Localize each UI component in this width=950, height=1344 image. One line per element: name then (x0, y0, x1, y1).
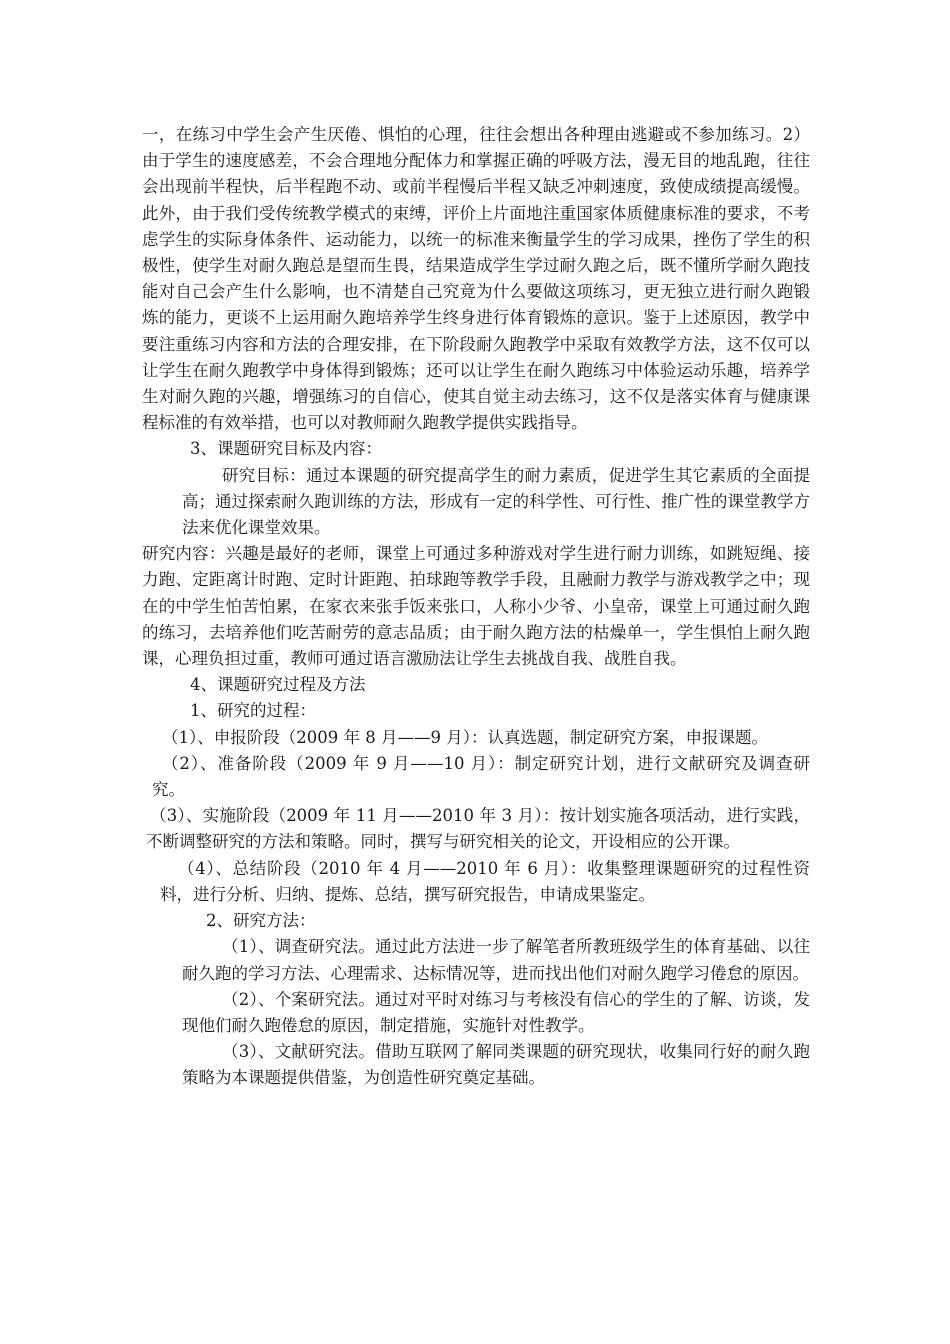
stage-2-item: （2）、准备阶段（2009 年 9 月——10 月）：制定研究计划，进行文献研究及调查研究。 (152, 753, 810, 800)
stage-4-item: （4）、总结阶段（2010 年 4 月——2010 年 6 月）：收集整理课题研究的过程性资料，进行分析、归纳、提炼、总结，撰写研究报告，申请成果鉴定。 (160, 858, 810, 904)
section-4-heading: 4、课题研究过程及方法 (190, 675, 366, 695)
research-goal-paragraph: 研究目标：通过本课题的研究提高学生的耐力素质，促进学生其它素质的全面提高；通过探索耐久跑训练的方法，形成有一定的科学性、可行性、推广性的课堂教学方法来优化课堂效果。 (182, 465, 810, 538)
stage-1-item: （1）、申报阶段（2009 年 8 月——9 月）：认真选题，制定研究方案，申报课题。 (162, 727, 768, 747)
research-process-heading: 1、研究的过程： (190, 701, 316, 721)
research-methods-heading: 2、研究方法： (206, 911, 316, 931)
method-3-item: （3）、文献研究法。借助互联网了解同类课题的研究现状，收集同行好的耐久跑策略为本课题提供借鉴，为创造性研究奠定基础。 (182, 1042, 810, 1088)
intro-paragraph: 一，在练习中学生会产生厌倦、惧怕的心理，往往会想出各种理由逃避或不参加练习。2）由于学生的速度感差，不会合理地分配体力和掌握正确的呼吸方法，漫无目的地乱跑，往往会出现前半程快，后半程跑不动、或前半程慢后半程又缺乏冲刺速度，致使成绩提高缓慢。此外，由于我们受传统教学模式的束缚，评价上片面地注重国家体质健康标准的要求，不考虑学生的实际身体条件、运动能力，以统一的标准来衡量学生的学习成果，挫伤了学生的积极性，使学生对耐久跑总是望而生畏，结果造成学生学过耐久跑之后，既不懂所学耐久跑技能对自己会产生什么影响，也不清楚自己究竟为什么要做这项练习，更无独立进行耐久跑锻炼的能力，更谈不上运用耐久跑培养学生终身进行体育锻炼的意识。鉴于上述原因，教学中要注重练习内容和方法的合理安排，在下阶段耐久跑教学中采取有效教学方法，这不仅可以让学生在耐久跑教学中身体得到锻炼；还可以让学生在耐久跑练习中体验运动乐趣，培养学生对耐久跑的兴趣，增强练习的自信心，使其自觉主动去练习，这不仅是落实体育与健康课程标准的有效举措，也可以对教师耐久跑教学提供实践指导。 (142, 125, 810, 433)
research-content-paragraph: 研究内容：兴趣是最好的老师，课堂上可通过多种游戏对学生进行耐力训练，如跳短绳、接力跑、定距离计时跑、定时计距跑、拍球跑等教学手段，且融耐力教学与游戏教学之中；现在的中学生怕苦怕累，在家衣来张手饭来张口，人称小少爷、小皇帝，课堂上可通过耐久跑的练习，去培养他们吃苦耐劳的意志品质；由于耐久跑方法的枯燥单一，学生惧怕上耐久跑课，心理负担过重，教师可通过语言激励法让学生去挑战自我、战胜自我。 (142, 544, 810, 669)
stage-3-item: （3）、实施阶段（2009 年 11 月——2010 年 3 月）：按计划实施各项活动，进行实践，不断调整研究的方法和策略。同时，撰写与研究相关的论文，开设相应的公开课。 (146, 806, 810, 852)
method-2-item: （2）、个案研究法。通过对平时对练习与考核没有信心的学生的了解、访谈，发现他们耐久跑倦怠的原因，制定措施，实施针对性教学。 (182, 989, 810, 1035)
method-1-item: （1）、调查研究法。通过此方法进一步了解笔者所教班级学生的体育基础、以往耐久跑的学习方法、心理需求、达标情况等，进而找出他们对耐久跑学习倦怠的原因。 (182, 937, 810, 983)
section-3-heading: 3、课题研究目标及内容： (190, 439, 382, 459)
document-page (142, 122, 810, 1092)
